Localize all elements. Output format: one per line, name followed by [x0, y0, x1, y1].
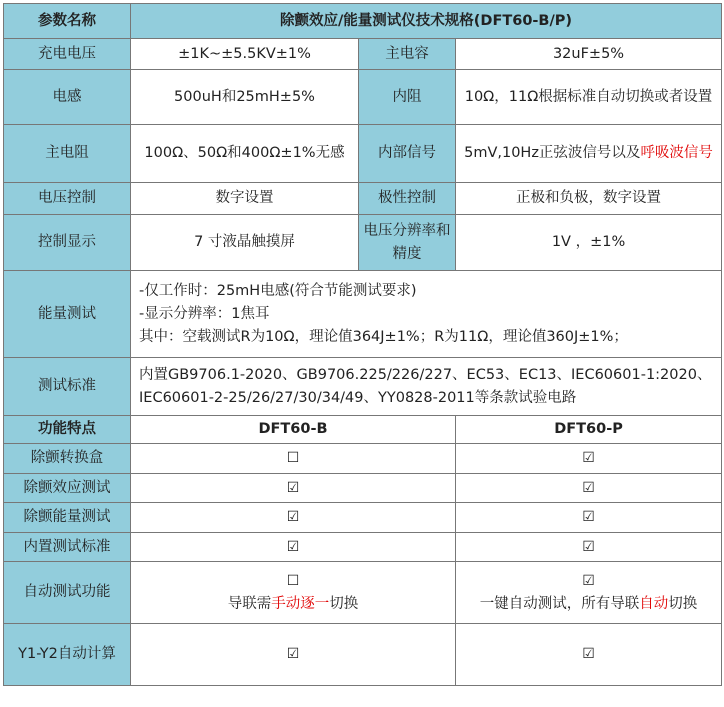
charge-voltage-value: ±1K~±5.5KV±1%	[131, 39, 359, 70]
control-display-label: 控制显示	[4, 215, 131, 271]
feature-label: 除颤效应测试	[4, 474, 131, 503]
voltage-control-value: 数字设置	[131, 183, 359, 215]
energy-test-line: -仅工作时：25mH电感(符合节能测试要求)	[139, 282, 417, 299]
param-name-header: 参数名称	[4, 4, 131, 39]
voltage-resolution-value: 1V ，±1%	[456, 215, 722, 271]
polarity-control-label: 极性控制	[359, 183, 456, 215]
unchecked-box-icon: ☐	[286, 572, 300, 589]
checked-box-icon: ☑	[456, 474, 722, 503]
feature-label: 除颤转换盒	[4, 444, 131, 474]
feature-label: 内置测试标准	[4, 533, 131, 562]
checked-box-icon: ☑	[456, 533, 722, 562]
spec-title: 除颤效应/能量测试仪技术规格(DFT60-B/P)	[131, 4, 722, 39]
feature-label: 除颤能量测试	[4, 503, 131, 533]
model-p-header: DFT60-P	[456, 416, 722, 444]
table-row	[4, 474, 722, 503]
auto-test-p-cell	[456, 562, 722, 624]
checked-box-icon: ☑	[456, 624, 722, 686]
main-capacitor-label: 主电容	[359, 39, 456, 70]
feature-label: Y1-Y2自动计算	[4, 624, 131, 686]
table-row	[4, 444, 722, 474]
energy-test-line: -显示分辨率：1焦耳	[139, 305, 270, 322]
charge-voltage-label: 充电电压	[4, 39, 131, 70]
voltage-control-label: 电压控制	[4, 183, 131, 215]
voltage-resolution-label: 电压分辨率和精度	[359, 215, 456, 271]
test-standard-value: 内置GB9706.1-2020、GB9706.225/226/227、EC53、EC13、IEC60601-1:2020、IEC60601-2-25/26/27/30/34/49、YY0828-2011等条款试验电路	[131, 358, 722, 416]
auto-test-b-text: 导联需手动逐一切换	[227, 595, 359, 612]
internal-resistance-label: 内阻	[359, 70, 456, 125]
main-capacitor-value: 32uF±5%	[456, 39, 722, 70]
breathing-wave-text: 呼吸波信号	[640, 145, 713, 161]
unchecked-box-icon: ☐	[131, 444, 456, 474]
checked-box-icon: ☑	[582, 572, 595, 589]
energy-test-label: 能量测试	[4, 271, 131, 358]
table-row	[4, 503, 722, 533]
energy-test-value	[131, 271, 722, 358]
main-resistance-value: 100Ω、50Ω和400Ω±1%无感	[131, 125, 359, 183]
internal-resistance-value: 10Ω，11Ω根据标准自动切换或者设置	[456, 70, 722, 125]
energy-test-line: 其中：空载测试R为10Ω，理论值364J±1%；R为11Ω，理论值360J±1%；	[139, 328, 628, 345]
table-row	[4, 533, 722, 562]
checked-box-icon: ☑	[131, 474, 456, 503]
table-row	[4, 215, 722, 271]
inductance-value: 500uH和25mH±5%	[131, 70, 359, 125]
internal-signal-label: 内部信号	[359, 125, 456, 183]
internal-signal-value	[456, 125, 722, 183]
auto-test-p-text: 一键自动测试，所有导联自动切换	[479, 595, 698, 612]
internal-signal-text: 5mV,10Hz正弦波信号以及	[464, 145, 641, 161]
table-row	[4, 358, 722, 416]
main-resistance-label: 主电阻	[4, 125, 131, 183]
table-row	[4, 125, 722, 183]
table-row	[4, 271, 722, 358]
polarity-control-value: 正极和负极，数字设置	[456, 183, 722, 215]
test-standard-label: 测试标准	[4, 358, 131, 416]
feature-header-label: 功能特点	[4, 416, 131, 444]
table-header-row	[4, 4, 722, 39]
checked-box-icon: ☑	[456, 444, 722, 474]
table-row	[4, 562, 722, 624]
auto-test-b-cell	[131, 562, 456, 624]
auto-test-label: 自动测试功能	[4, 562, 131, 624]
checked-box-icon: ☑	[131, 533, 456, 562]
spec-table	[3, 3, 722, 686]
inductance-label: 电感	[4, 70, 131, 125]
table-row	[4, 39, 722, 70]
checked-box-icon: ☑	[131, 624, 456, 686]
control-display-value: 7 寸液晶触摸屏	[131, 215, 359, 271]
checked-box-icon: ☑	[456, 503, 722, 533]
checked-box-icon: ☑	[131, 503, 456, 533]
table-row	[4, 70, 722, 125]
model-b-header: DFT60-B	[131, 416, 456, 444]
table-row	[4, 624, 722, 686]
table-row	[4, 183, 722, 215]
feature-header-row	[4, 416, 722, 444]
